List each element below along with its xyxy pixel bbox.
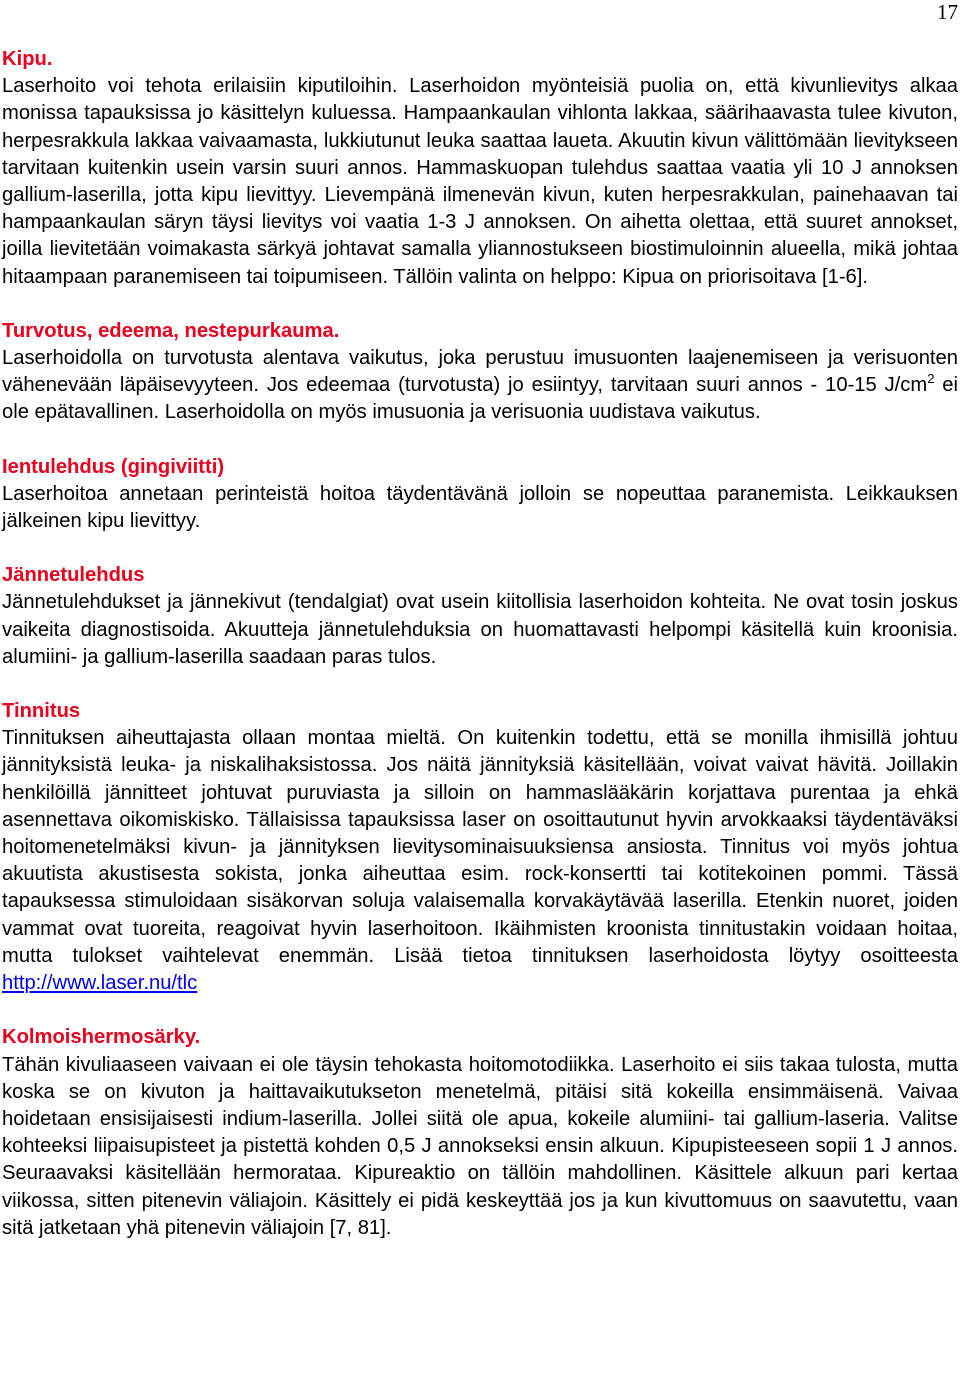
paragraph-text: Tinnituksen aiheuttajasta ollaan montaa mieltä. On kuitenkin todettu, että se monilla ihmisillä johtuu jännityksistä leuka- ja niskalihaksistossa. Jos näitä jännityksiä käsitellään, voivat vaivat hävitä. Joillakin henkilöillä jännitteet johtuvat puruviasta ja silloin on hammaslääkärin korjattava purentaa ja ehkä asennettava oikomiskisko. Tällaisissa tapauksissa laser on osoittautunut hyvin arvokkaaksi täydentäväksi hoitomenetelmäksi kivun- ja jännityksen lievitysominaisuuksiensa ansiosta. Tinnitus voi myös johtua akuutista akustisesta sokista, jonka aiheuttaa esim. rock-konsertti tai kotitekoinen pommi. Tässä tapauksessa stimuloidaan sisäkorvan soluja valaisemalla korvakäytävää laserilla. Etenkin nuoret, joiden vammat ovat tuoreita, reagoivat hyvin laserhoitoon. Ikäihmisten kroonista tinnitustakin voidaan hoitaa, mutta tulokset vaihtelevat enemmän. Lisää tietoa tinnituksen laserhoidosta löytyy osoitteesta	[2, 727, 958, 967]
section-heading: Ientulehdus (gingiviitti)	[2, 455, 225, 478]
section-paragraph: Laserhoito voi tehota erilaisiin kiputiloihin. Laserhoidon myönteisiä puolia on, että kivunlievitys alkaa monissa tapauksissa jo käsittelyn kuluessa. Hampaankaulan vihlonta lakkaa, säärihaavasta tulee kivuton, herpesrakkula lakkaa vaivaamasta, lukkiutunut leuka saattaa laueta. Akuutin kivun välittömään lievitykseen tarvitaan kuitenkin usein varsin suuri annos. Hammaskuopan tulehdus saattaa vaatia yli 10 J annoksen gallium-laserilla, jotta kipu lievittyy. Lievempänä ilmenevän kivun, kuten herpesrakkulan, painehaavan tai hampaankaulan säryn täysi lievitys voi vaatia 1-3 J annoksen. On aihetta olettaa, että suuret annokset, joilla lievitetään voimakasta särkyä johtavat samalla yliannostukseen biostimuloinnin alueella, mikä johtaa hitaampaan paranemiseen tai toipumiseen. Tällöin valinta on helppo: Kipua on priorisoitava [1-6].	[2, 75, 958, 288]
section-heading: Tinnitus	[2, 700, 81, 723]
section-jannetulehdus	[2, 562, 958, 671]
section-heading: Kipu.	[2, 48, 53, 70]
section-ientulehdus	[2, 454, 958, 536]
section-paragraph	[2, 725, 958, 997]
page-number: 17	[937, 0, 958, 24]
section-turvotus	[2, 318, 958, 427]
section-heading: Jännetulehdus	[2, 564, 145, 587]
section-paragraph: Tähän kivuliaaseen vaivaan ei ole täysin tehokasta hoitomotodiikka. Laserhoito ei siis takaa tulosta, mutta koska se on kivuton ja haittavaikutukseton menetelmä, pitäisi sitä kokeilla ensimmäisenä. Vaivaa hoidetaan ensisijaisesti indium-laserilla. Jollei siitä ole apua, kokeile alumiini- tai gallium-laseria. Valitse kohteeksi liipaisupisteet ja pistettä kohden 0,5 J annokseksi ensin alkuun. Kipupisteeseen sopii 1 J annos. Seuraavaksi käsitellään hermorataa. Kipureaktio on tällöin mahdollinen. Käsittele alkuun pari kertaa viikossa, sitten pitenevin väliajoin. Käsittely ei pidä keskeyttää jos ja kun kivuttomuus on saavutettu, vaan sitä jatketaan yhä pitenevin väliajoin [7, 81].	[2, 1053, 958, 1239]
paragraph-text: ei ole epätavallinen. Laserhoidolla on myös imusuonia ja verisuonia uudistava vaikutus.	[2, 374, 958, 424]
paragraph-text: Laserhoidolla on turvotusta alentava vaikutus, joka perustuu imusuonten laajenemiseen ja verisuonten vähenevään läpäisevyyteen. Jos edeemaa (turvotusta) jo esiintyy, tarvitaan suuri annos - 10-15 J/cm	[2, 347, 958, 397]
section-paragraph: Jännetulehdukset ja jännekivut (tendalgiat) ovat usein kiitollisia laserhoidon kohteita. Ne ovat tosin joskus vaikeita diagnostisoida. Akuutteja jännetulehduksia on huomattavasti helpompi käsitellä kuin kroonisia. alumiini- ja gallium-laserilla saadaan paras tulos.	[2, 591, 958, 668]
section-heading: Kolmoishermosärky.	[2, 1026, 201, 1049]
section-kipu	[2, 46, 958, 291]
section-tinnitus	[2, 698, 958, 997]
section-paragraph: Laserhoitoa annetaan perinteistä hoitoa täydentävänä jolloin se nopeuttaa paranemista. Leikkauksen jälkeinen kipu lievittyy.	[2, 482, 958, 533]
superscript: 2	[927, 371, 935, 387]
section-heading: Turvotus, edeema, nestepurkauma.	[2, 319, 340, 342]
section-kolmoishermosarky	[2, 1024, 958, 1242]
document-body	[2, 46, 958, 1269]
section-paragraph	[2, 345, 958, 427]
tinnitus-link[interactable]: http://www.laser.nu/tlc	[2, 972, 198, 995]
